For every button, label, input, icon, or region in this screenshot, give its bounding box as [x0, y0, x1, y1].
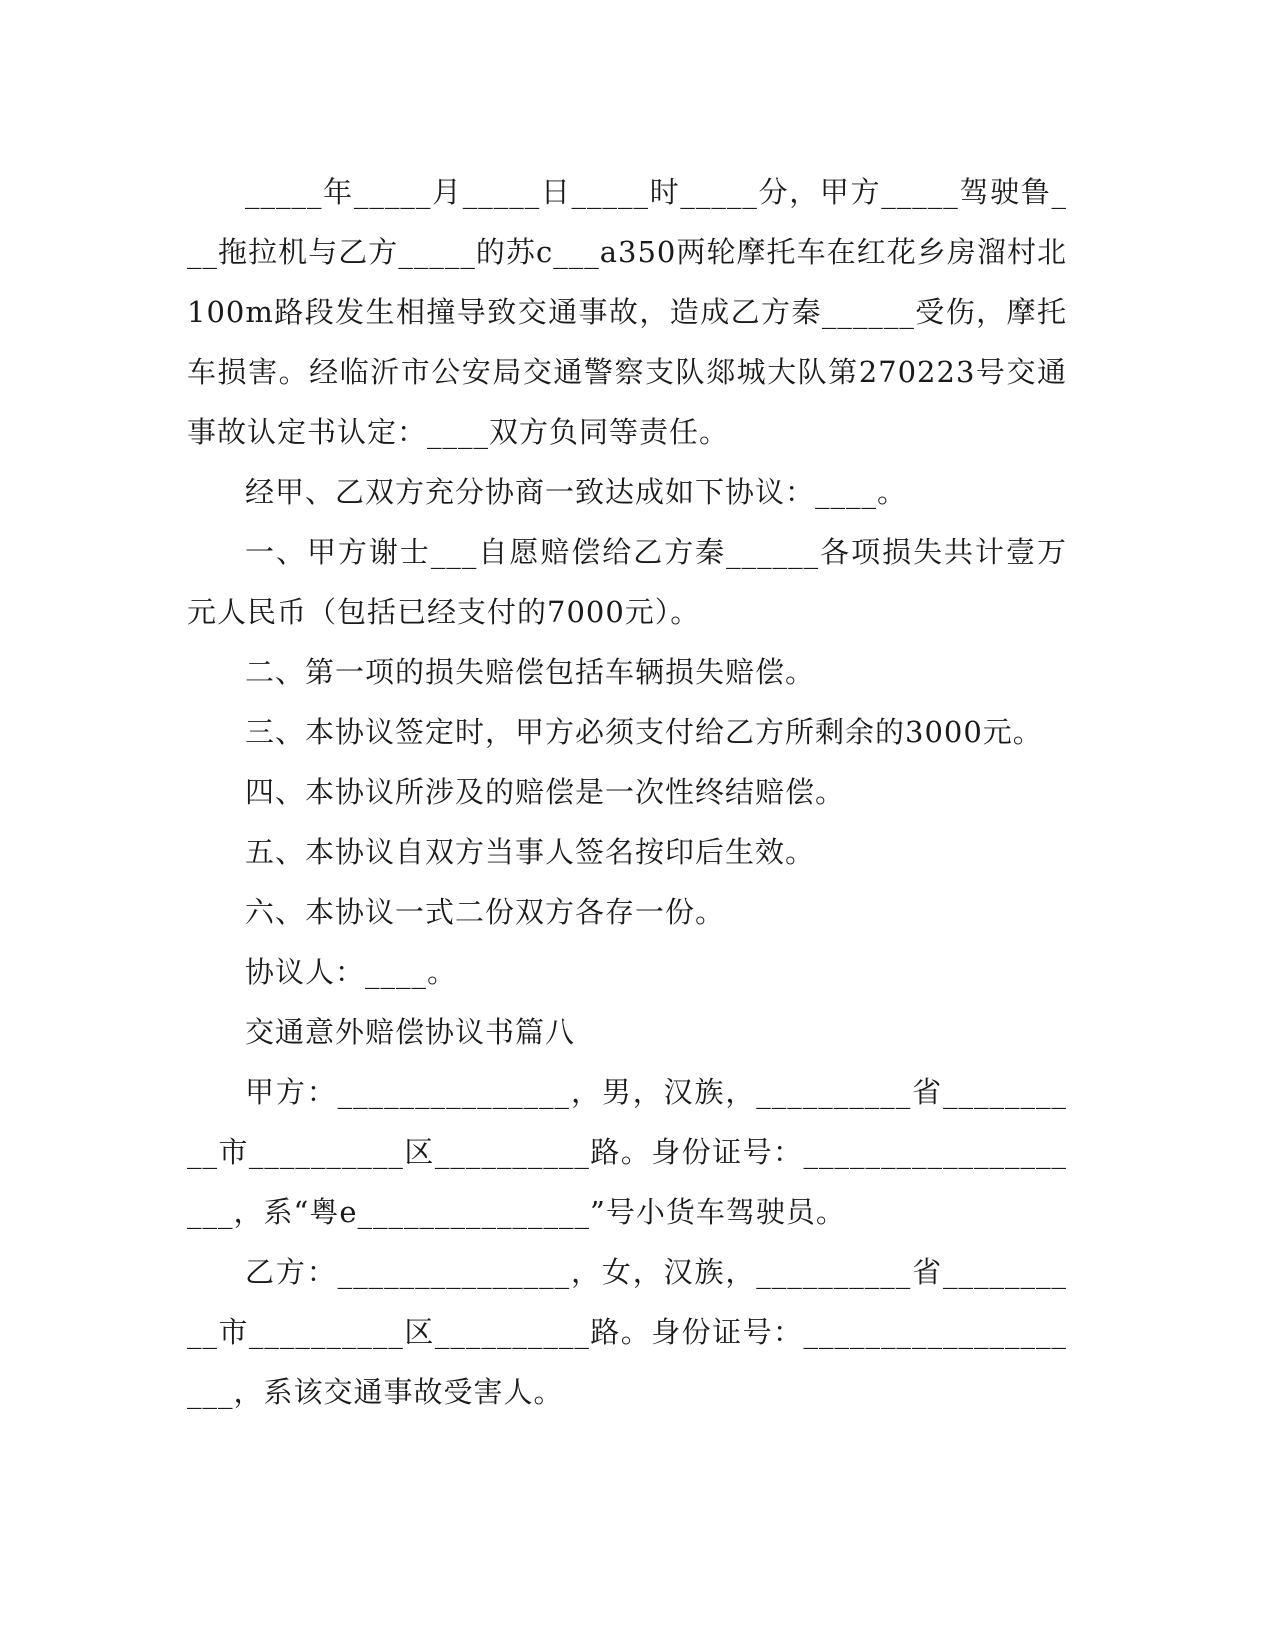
section-heading: 交通意外赔偿协议书篇八	[245, 1015, 576, 1049]
party-a-paragraph: 甲方：_______________，男，汉族，__________省__________市__________区__________路。身份证号：____________________，系“粤e_______________”号小货车驾驶员。	[187, 1075, 1067, 1229]
clause-5-paragraph: 五、本协议自双方当事人签名按印后生效。	[245, 835, 816, 869]
clause-1-paragraph: 一、甲方谢士___自愿赔偿给乙方秦______各项损失共计壹万元人民币（包括已经支付的7000元）。	[187, 535, 1067, 629]
clause-6-paragraph: 六、本协议一式二份双方各存一份。	[245, 895, 726, 929]
party-b-paragraph: 乙方：_______________，女，汉族，__________省__________市__________区__________路。身份证号：____________________，系该交通事故受害人。	[187, 1255, 1067, 1409]
accident-description-paragraph: _____年_____月_____日_____时_____分，甲方_____驾驶鲁___拖拉机与乙方_____的苏c___a350两轮摩托车在红花乡房溜村北100m路段发生相撞导致交通事故，造成乙方秦______受伤，摩托车损害。经临沂市公安局交通警察支队郯城大队第270223号交通事故认定书认定：____双方负同等责任。	[187, 175, 1067, 449]
agreement-intro-paragraph: 经甲、乙双方充分协商一致达成如下协议：____。	[245, 475, 908, 509]
clause-4-paragraph: 四、本协议所涉及的赔偿是一次性终结赔偿。	[245, 775, 846, 809]
document-body	[187, 162, 1067, 1422]
clause-2-paragraph: 二、第一项的损失赔偿包括车辆损失赔偿。	[245, 655, 816, 689]
clause-3-paragraph: 三、本协议签定时，甲方必须支付给乙方所剩余的3000元。	[245, 715, 1043, 749]
signatory-paragraph: 协议人：____。	[245, 955, 458, 989]
